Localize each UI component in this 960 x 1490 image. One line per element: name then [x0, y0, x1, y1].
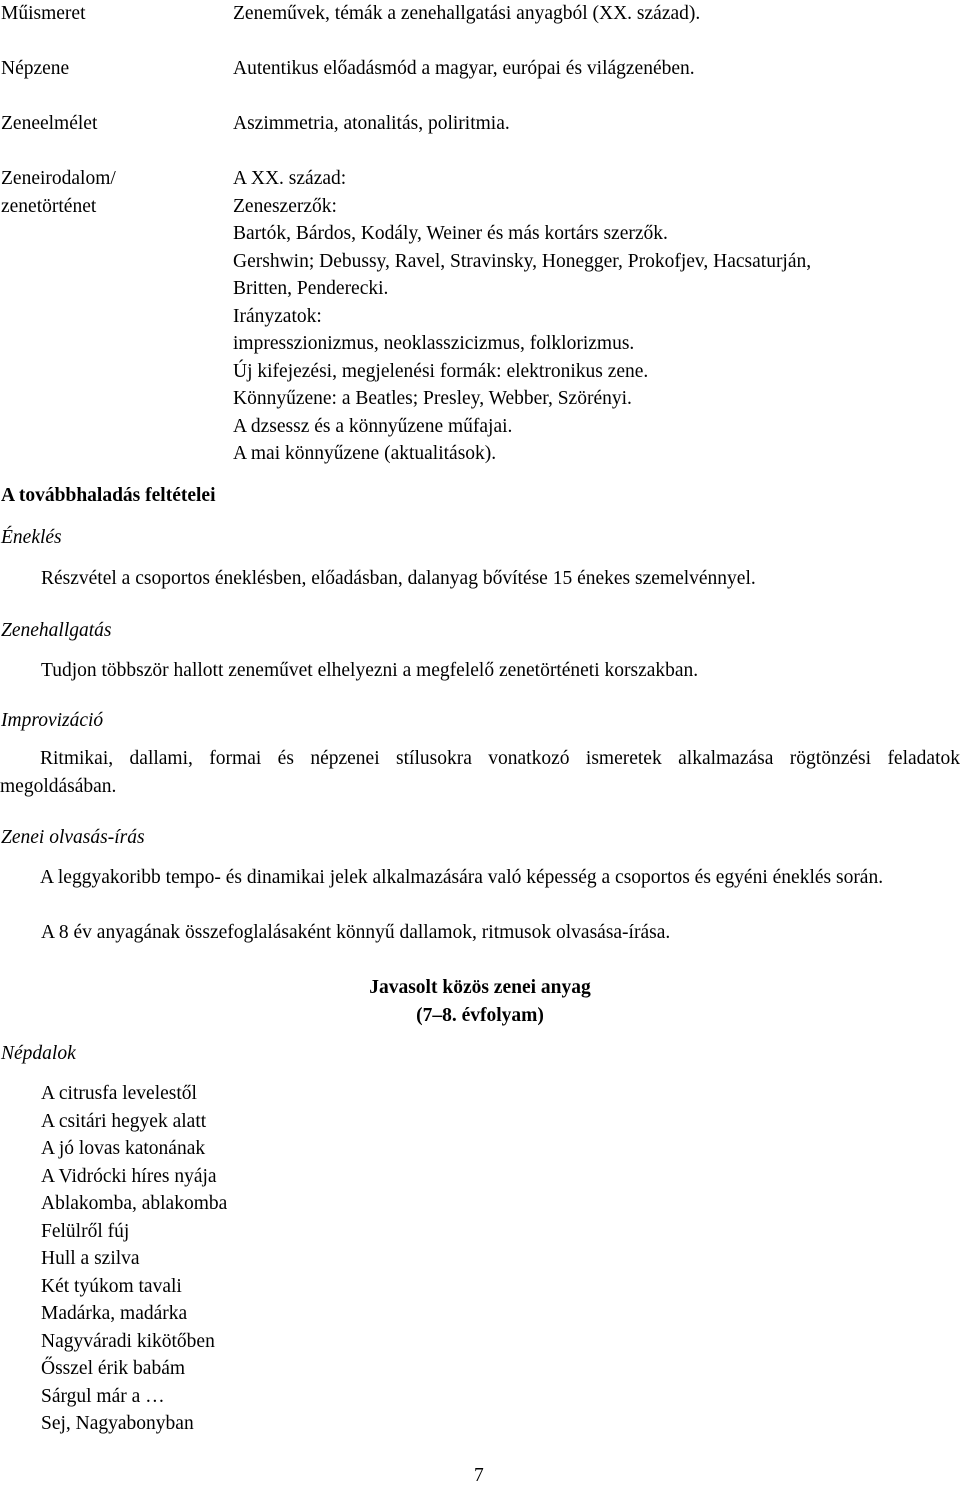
listening-heading: Zenehallgatás — [1, 620, 112, 641]
row-content: Autentikus előadásmód a magyar, európai és világzenében. — [233, 58, 695, 79]
list-item: Ablakomba, ablakomba — [41, 1193, 228, 1214]
singing-heading: Éneklés — [1, 527, 62, 548]
list-item: A jó lovas katonának — [41, 1138, 206, 1159]
row-label: Műismeret — [1, 3, 86, 24]
folksongs-heading: Népdalok — [1, 1043, 76, 1064]
row-label: Népzene — [1, 58, 70, 79]
row-content: Zeneművek, témák a zenehallgatási anyagból (XX. század). — [233, 3, 701, 24]
folksong-list — [41, 1080, 227, 1438]
reading-text-2: A 8 év anyagának összefoglalásaként könnyű dallamok, ritmusok olvasása-írása. — [41, 922, 671, 943]
listening-text: Tudjon többször hallott zeneművet elhelyezni a megfelelő zenetörténeti korszakban. — [41, 660, 699, 681]
list-item: Két tyúkom tavali — [41, 1275, 182, 1297]
improvisation-text: Ritmikai, dallami, formai és népzenei stílusokra vonatkozó ismeretek alkalmazása rögtönzési feladatok megoldásában. — [0, 748, 960, 797]
section-title: A továbbhaladás feltételei — [1, 485, 216, 506]
list-item: Hull a szilva — [41, 1248, 140, 1269]
reading-text-1: A leggyakoribb tempo- és dinamikai jelek alkalmazására való képesség a csoportos és egyéni éneklés során. — [40, 867, 884, 888]
reading-heading: Zenei olvasás-írás — [1, 827, 145, 848]
list-item: Nagyváradi kikötőben — [41, 1330, 215, 1352]
singing-text: Részvétel a csoportos éneklésben, előadásban, dalanyag bővítése 15 énekes szemelvénnyel. — [41, 568, 756, 589]
row-content: Aszimmetria, atonalitás, poliritmia. — [233, 113, 510, 134]
list-item: A citrusfa levelestől — [41, 1083, 197, 1104]
list-item: Ősszel érik babám — [41, 1358, 186, 1379]
list-item: Felülről fúj — [41, 1220, 130, 1242]
row-label: Zeneirodalom/ zenetörténet — [1, 168, 116, 217]
recommended-title: Javasolt közös zenei anyag (7–8. évfolyam) — [369, 977, 591, 1026]
page-number: 7 — [474, 1465, 484, 1486]
list-item: Sej, Nagyabonyban — [41, 1413, 194, 1434]
improvisation-heading: Improvizáció — [1, 710, 104, 731]
list-item: Sárgul már a … — [41, 1385, 165, 1407]
row-label: Zeneelmélet — [1, 113, 98, 134]
row-content: A XX. század: Zeneszerzők: Bartók, Bárdos, Kodály, Weiner és más kortárs szerzők. Gershwin; Debussy, Ravel, Stravinsky, Honegger, Prokofjev, Hacsaturján, Britten, Penderecki. Irányzatok: impresszionizmus, neoklasszicizmus, folklorizmus. Új kifejezési, megjelenési formák: elektronikus zene. Könnyűzene: a Beatles; Presley, Webber, Szörényi. A dzsessz és a könnyűzene műfajai. A mai könnyűzene (aktualitások). — [233, 168, 812, 464]
list-item: A csitári hegyek alatt — [41, 1110, 207, 1132]
list-item: A Vidrócki híres nyája — [41, 1165, 217, 1187]
list-item: Madárka, madárka — [41, 1303, 188, 1324]
